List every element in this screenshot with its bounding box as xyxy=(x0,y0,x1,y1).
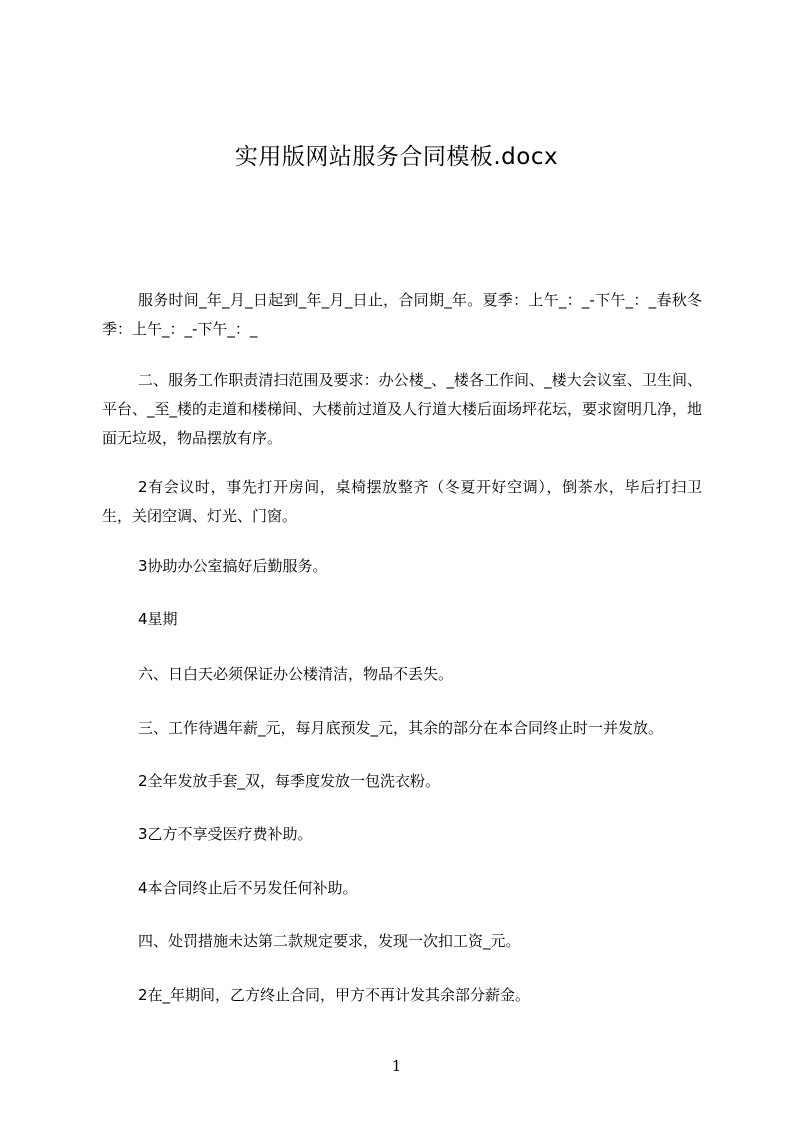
paragraph-logistics: 3协助办公室搞好后勤服务。 xyxy=(138,557,328,575)
paragraph-penalty: 四、处罚措施未达第二款规定要求，发现一次扣工资_元。 xyxy=(138,932,521,950)
paragraph-service-time: 服务时间_年_月_日起到_年_月_日止，合同期_年。夏季：上午_：_-下午_：_春秋冬季：上午_：_-下午_：_ xyxy=(102,291,702,338)
paragraph-salary: 三、工作待遇年薪_元，每月底预发_元，其余的部分在本合同终止时一并发放。 xyxy=(138,719,664,737)
document-title: 实用版网站服务合同模板.docx xyxy=(234,144,559,170)
paragraph-medical: 3乙方不享受医疗费补助。 xyxy=(138,825,313,843)
paragraph-meetings: 2有会议时，事先打开房间，桌椅摆放整齐（冬夏开好空调），倒茶水，毕后打扫卫生，关闭空调、灯光、门窗。 xyxy=(102,478,702,525)
paragraph-gloves: 2全年发放手套_双，每季度发放一包洗衣粉。 xyxy=(138,772,441,790)
page-number: 1 xyxy=(391,1057,402,1075)
paragraph-week: 4星期 xyxy=(138,610,178,628)
paragraph-cleanliness: 六、日白天必须保证办公楼清洁，物品不丢失。 xyxy=(138,665,454,683)
paragraph-no-subsidy: 4本合同终止后不另发任何补助。 xyxy=(138,879,358,897)
paragraph-duties: 二、服务工作职责清扫范围及要求：办公楼_、_楼各工作间、_楼大会议室、卫生间、平台、_至_楼的走道和楼梯间、大楼前过道及人行道大楼后面场坪花坛，要求窗明几净，地面无垃圾，物品摆放有序。 xyxy=(102,371,703,447)
paragraph-termination: 2在_年期间，乙方终止合同，甲方不再计发其余部分薪金。 xyxy=(138,986,531,1004)
